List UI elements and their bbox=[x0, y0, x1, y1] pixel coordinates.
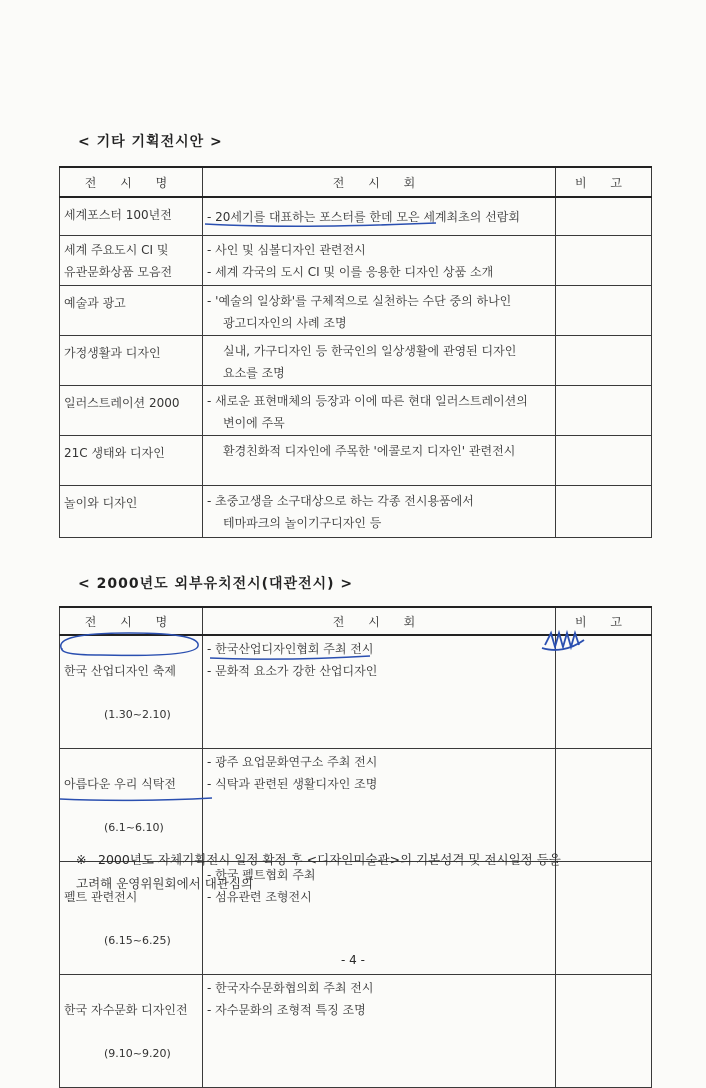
table-row bbox=[60, 749, 652, 862]
table-row bbox=[60, 385, 652, 435]
remarks-cell bbox=[556, 485, 652, 537]
exhibition-desc-line: - 광주 요업문화연구소 주최 전시 bbox=[207, 755, 378, 769]
header-exhibition-name: 전 시 명 bbox=[60, 607, 203, 635]
exhibition-name: 놀이와 디자인 bbox=[60, 485, 203, 537]
exhibition-desc-line: - 한국산업디자인협회 주최 전시 bbox=[207, 642, 374, 656]
remarks-cell bbox=[556, 749, 652, 862]
exhibition-name: 한국 자수문화 디자인전 bbox=[64, 1003, 188, 1017]
exhibition-desc-line: - 한국 펠트협회 주최 bbox=[207, 868, 316, 882]
exhibition-date: (6.15~6.25) bbox=[104, 934, 171, 947]
exhibition-desc-line: 변이에 주목 bbox=[223, 415, 285, 430]
external-exhibitions-table bbox=[59, 606, 652, 1088]
exhibition-desc-line: - 자수문화의 조형적 특징 조명 bbox=[207, 1003, 366, 1017]
exhibition-name: 가정생활과 디자인 bbox=[60, 335, 203, 385]
exhibition-name: 예술과 광고 bbox=[60, 285, 203, 335]
table-row bbox=[60, 635, 652, 749]
remarks-cell bbox=[556, 235, 652, 285]
exhibition-desc-line: - 식탁과 관련된 생활디자인 조명 bbox=[207, 777, 378, 791]
footnote bbox=[76, 848, 666, 896]
remarks-cell bbox=[556, 975, 652, 1088]
header-exhibition-content: 전 시 회 bbox=[203, 167, 556, 197]
exhibition-name: 일러스트레이션 2000 bbox=[60, 385, 203, 435]
exhibition-desc-line: 테마파크의 놀이기구디자인 등 bbox=[223, 515, 382, 530]
exhibition-name: 펠트 관련전시 bbox=[64, 890, 138, 904]
header-remarks: 비 고 bbox=[556, 167, 652, 197]
remarks-cell bbox=[556, 635, 652, 749]
footnote-continuation: 고려해 운영위원회에서 대관심의 bbox=[76, 876, 253, 891]
exhibition-date: (1.30~2.10) bbox=[104, 708, 171, 721]
exhibition-desc-line: 요소를 조명 bbox=[223, 365, 285, 380]
exhibition-name: 세계 주요도시 CI 및 유관문화상품 모음전 bbox=[60, 235, 203, 285]
exhibition-desc-line: - 20세기를 대표하는 포스터를 한데 모은 세계최초의 선람회 bbox=[207, 210, 520, 224]
table-row bbox=[60, 485, 652, 537]
table-row bbox=[60, 197, 652, 235]
exhibition-name: 21C 생태와 디자인 bbox=[60, 435, 203, 485]
exhibition-desc-line: - 섬유관련 조형전시 bbox=[207, 890, 312, 904]
remarks-cell bbox=[556, 435, 652, 485]
header-exhibition-name: 전 시 명 bbox=[60, 167, 203, 197]
exhibition-desc-line: - '예술의 일상화'를 구체적으로 실천하는 수단 중의 하나인 bbox=[207, 293, 512, 308]
table-row bbox=[60, 335, 652, 385]
table-row bbox=[60, 285, 652, 335]
exhibition-desc-line: - 사인 및 심볼디자인 관련전시 bbox=[207, 242, 366, 257]
exhibition-name: 세계포스터 100년전 bbox=[60, 197, 203, 235]
header-exhibition-content: 전 시 회 bbox=[203, 607, 556, 635]
exhibition-name: 한국 산업디자인 축제 bbox=[64, 664, 176, 678]
exhibition-date: (9.10~9.20) bbox=[104, 1047, 171, 1060]
table-header-row bbox=[60, 607, 652, 635]
reference-mark: ※ bbox=[76, 852, 87, 867]
planned-exhibitions-table bbox=[59, 166, 652, 538]
exhibition-desc-line: 환경친화적 디자인에 주목한 '에콜로지 디자인' 관련전시 bbox=[223, 443, 516, 458]
exhibition-desc-line: - 문화적 요소가 강한 산업디자인 bbox=[207, 664, 378, 678]
remarks-cell bbox=[556, 285, 652, 335]
section-title-external-exhibitions: < 2000년도 외부유치전시(대관전시) > bbox=[78, 576, 354, 592]
section-title-planned-exhibitions: < 기타 기획전시안 > bbox=[78, 134, 223, 150]
exhibition-date: (6.1~6.10) bbox=[104, 821, 164, 834]
exhibition-desc-line: - 새로운 표현매체의 등장과 이에 따른 현대 일러스트레이션의 bbox=[207, 393, 528, 408]
remarks-cell bbox=[556, 197, 652, 235]
exhibition-name: 아름다운 우리 식탁전 bbox=[64, 777, 176, 791]
exhibition-desc-line: - 초중고생을 소구대상으로 하는 각종 전시용품에서 bbox=[207, 493, 474, 508]
table-row bbox=[60, 235, 652, 285]
remarks-cell bbox=[556, 335, 652, 385]
page-number: - 4 - bbox=[341, 953, 365, 967]
exhibition-desc-line: - 세계 각국의 도시 CI 및 이를 응용한 디자인 상품 소개 bbox=[207, 264, 494, 279]
exhibition-desc-line: 실내, 가구디자인 등 한국인의 일상생활에 관영된 디자인 bbox=[223, 343, 517, 358]
table-header-row bbox=[60, 167, 652, 197]
remarks-cell bbox=[556, 385, 652, 435]
table-row bbox=[60, 435, 652, 485]
table-row bbox=[60, 975, 652, 1088]
exhibition-desc-line: 광고디자인의 사례 조명 bbox=[223, 315, 347, 330]
header-remarks: 비 고 bbox=[556, 607, 652, 635]
exhibition-desc-line: - 한국자수문화협의회 주최 전시 bbox=[207, 981, 374, 995]
footnote-text: 2000년도 자체기획전시 일정 확정 후 <디자인미술관>의 기본성격 및 전시일정 등을 bbox=[98, 852, 561, 867]
